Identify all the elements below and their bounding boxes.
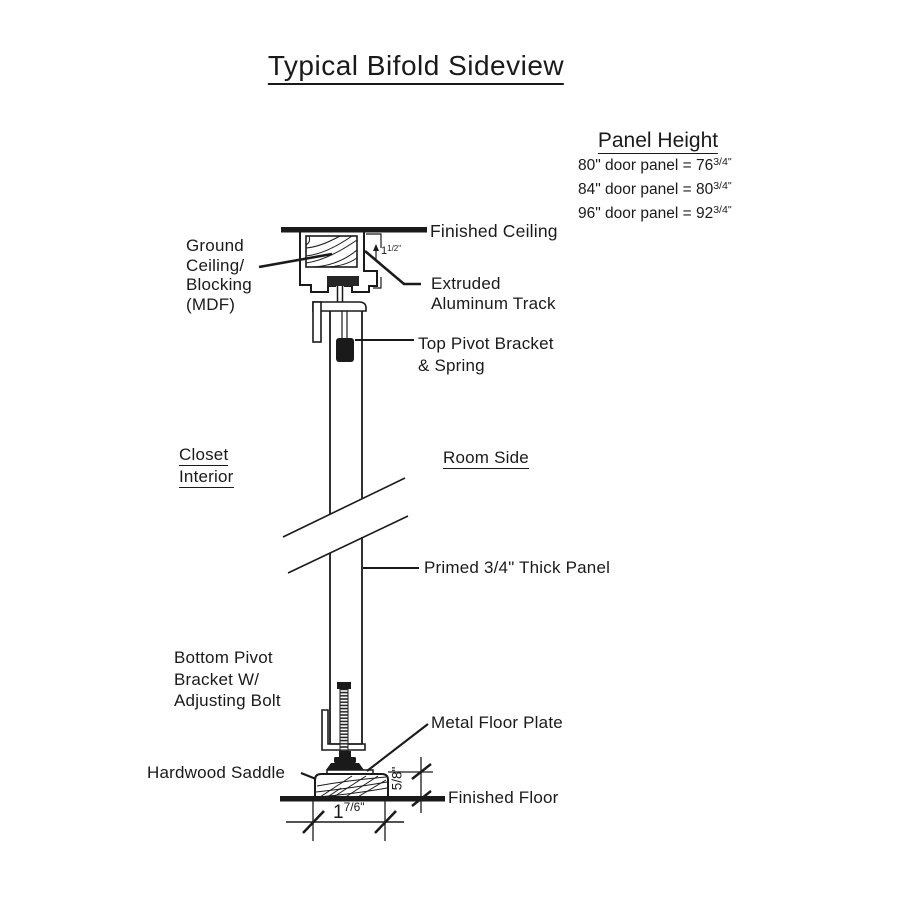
label-metal-floor-plate: Metal Floor Plate [431, 713, 563, 732]
leader-saddle [301, 773, 316, 779]
pivot-nut-stack [326, 751, 364, 770]
hardwood-saddle-shape [315, 774, 388, 799]
finished-ceiling-line [281, 227, 427, 233]
label-primed-panel: Primed 3/4" Thick Panel [424, 558, 611, 577]
panel-height-table [578, 152, 732, 224]
label-extruded-track: Extruded Aluminum Track [431, 274, 556, 313]
panel-height-row: 80" door panel = $76^{3/4"}$ [578, 156, 732, 174]
page-title: Typical Bifold Sideview [268, 50, 564, 82]
mdf-blocking [306, 236, 357, 267]
label-finished-floor: Finished Floor [448, 788, 559, 807]
label-closet-interior: Closet Interior [179, 445, 234, 486]
break-lines [283, 478, 408, 573]
label-finished-ceiling: Finished Ceiling [430, 221, 558, 241]
dim-saddle-height-text: 5/8" [389, 766, 405, 791]
adjusting-bolt-rod [340, 689, 348, 753]
panel-height-row: 96" door panel = $92^{3/4"}$ [578, 204, 732, 222]
top-pivot-spring [336, 338, 354, 362]
dim-track-height-arrow [373, 244, 379, 251]
panel-height-heading: Panel Height [597, 129, 719, 152]
top-pivot-pin [342, 311, 347, 339]
label-room-side: Room Side [443, 448, 529, 467]
label-ground-blocking: Ground Ceiling/ Blocking (MDF) [186, 236, 252, 314]
bolt-cap [337, 682, 351, 689]
dim-track-height-text: $1^{1/2"}$ [381, 244, 402, 257]
pivot-stem [338, 286, 343, 302]
track-insert [327, 276, 359, 286]
top-pivot-bracket [313, 302, 366, 342]
label-hardwood-saddle: Hardwood Saddle [147, 763, 286, 782]
label-top-pivot: Top Pivot Bracket & Spring [418, 334, 554, 375]
dim-saddle-width-text: $1^{7/6"}$ [333, 800, 365, 823]
label-bottom-pivot: Bottom Pivot Bracket W/ Adjusting Bolt [174, 648, 281, 710]
panel-height-row: 84" door panel = $80^{3/4"}$ [578, 180, 732, 198]
door-panel-edges [330, 311, 362, 745]
